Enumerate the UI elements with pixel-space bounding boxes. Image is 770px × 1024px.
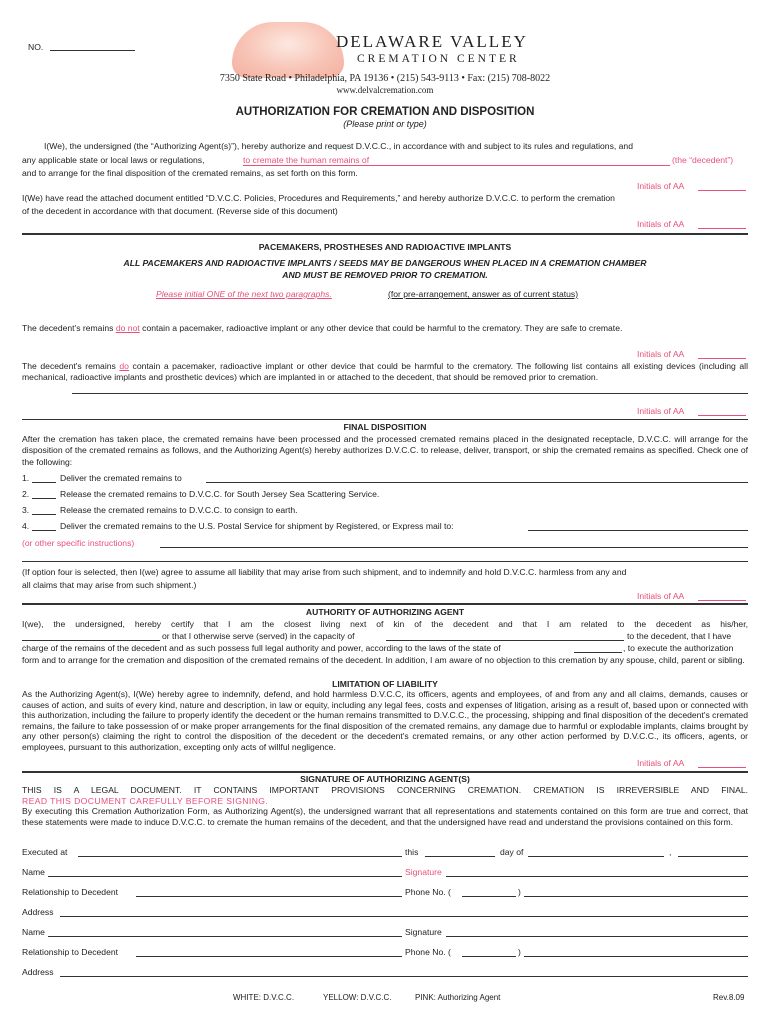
signature-field[interactable]	[446, 936, 748, 937]
pacemaker-warning: ALL PACEMAKERS AND RADIOACTIVE IMPLANTS / SEEDS MAY BE DANGEROUS WHEN PLACED IN A CREMATION CHAMBER	[123, 258, 647, 268]
state-field[interactable]	[574, 652, 622, 653]
option-2-checkbox[interactable]	[32, 498, 56, 499]
initial-instruction: Please initial ONE of the next two paragraphs.	[156, 289, 332, 299]
other-instructions-label: (or other specific instructions)	[22, 538, 135, 548]
intro-red-text: to cremate the human remains of	[243, 155, 370, 165]
shipment-liability-text: all claims that may arise from such shipment.)	[22, 580, 197, 590]
option-3-label: Release the cremated remains to D.V.C.C. to consign to earth.	[60, 505, 298, 515]
intro-text-1c: and to arrange for the final disposition of the cremated remains, as set forth on this form.	[22, 168, 358, 178]
initials-label: Initials of AA	[637, 758, 685, 768]
executed-at-label: Executed at	[22, 847, 68, 857]
section-heading-authority: AUTHORITY OF AUTHORIZING AGENT	[305, 607, 465, 617]
read-carefully-notice: READ THIS DOCUMENT CAREFULLY BEFORE SIGNING.	[22, 796, 269, 806]
statement-text: contain a pacemaker, radioactive implant or any other device that could be harmful to the crematory. They are safe to cremate.	[142, 323, 623, 333]
initials-label: Initials of AA	[637, 591, 685, 601]
do-not-text: do not	[115, 323, 140, 333]
initials-field[interactable]	[698, 190, 746, 191]
authority-text: to the decedent, that I have	[627, 631, 732, 641]
form-number-label: NO.	[28, 42, 44, 52]
prearrangement-note: (for pre-arrangement, answer as of current status)	[388, 289, 579, 299]
option-4-label: Deliver the cremated remains to the U.S. Postal Service for shipment by Registered, or Express mail to:	[60, 521, 454, 531]
has-device-statement	[22, 361, 748, 384]
form-number-field[interactable]	[50, 50, 135, 51]
statement-text: contain a pacemaker, radioactive implant or other device that could be harmful to the crematory. The following list contains all existing devices (including all mechanical, radioactive implants and prosthetic devices) which are implanted in or attached to the decedent, that should be removed prior to cremation.	[22, 361, 748, 383]
phone-paren: )	[518, 947, 521, 957]
address-label: Address	[22, 967, 54, 977]
limitation-text: As the Authorizing Agent(s), I(We) hereby agree to indemnify, defend, and hold harmless D.V.C.C, its officers, agents and employees, of and from any and all claims, demands, causes or causes of action, and suits of every kind, nature and description, in law or equity, including any legal fees, costs and expenses of litigation, arising as a result of, based upon or connected with this authorization, including the failure to properly identify the decedent or the human remains transmitted to D.V.C.C., the processing, shipping and final disposition of the decedent's cremated remains, the failure to take possession of or make proper arrangements for the final disposition of the cremated remains, any damage due to harmful or explodable implants, claims brought by any other person(s) claiming the right to control the disposition of the decedent or the decedent's cremated remains, or any other action performed by D.V.C.C., its officers, agents, or employees, pursuant to this authorization, excepting only acts of willful negligence.	[22, 689, 748, 752]
phone-area-field[interactable]	[462, 896, 516, 897]
authority-text: charge of the remains of the decedent and as such possess full legal authority and power, according to the laws of the state of	[22, 643, 501, 653]
initials-field[interactable]	[698, 767, 746, 768]
name-label: Name	[22, 927, 45, 937]
decedent-label: (the “decedent”)	[672, 155, 734, 165]
name-field[interactable]	[48, 936, 402, 937]
page-title: AUTHORIZATION FOR CREMATION AND DISPOSITION	[235, 106, 535, 118]
address-field[interactable]	[60, 916, 748, 917]
phone-field[interactable]	[524, 956, 748, 957]
address-field[interactable]	[60, 976, 748, 977]
page-subtitle: (Please print or type)	[343, 119, 427, 129]
signature-field[interactable]	[446, 876, 748, 877]
initials-label: Initials of AA	[637, 349, 685, 359]
relationship-label: Relationship to Decedent	[22, 887, 119, 897]
statement-text: The decedent's remains	[22, 361, 116, 371]
divider	[22, 233, 748, 235]
executed-at-field[interactable]	[78, 856, 402, 857]
initials-field[interactable]	[698, 415, 746, 416]
phone-paren: )	[518, 887, 521, 897]
section-heading-signature: SIGNATURE OF AUTHORIZING AGENT(S)	[300, 774, 470, 784]
no-device-statement	[22, 323, 622, 333]
revision: Rev.8.09	[713, 993, 745, 1002]
deliver-to-field[interactable]	[206, 482, 748, 483]
phone-area-field[interactable]	[462, 956, 516, 957]
divider	[22, 419, 748, 420]
initials-field[interactable]	[698, 358, 746, 359]
copy-white: WHITE: D.V.C.C.	[233, 993, 295, 1002]
option-4-checkbox[interactable]	[32, 530, 56, 531]
relationship-field[interactable]	[136, 896, 402, 897]
authority-text: I(we), the undersigned, hereby certify that I am the closest living next of kin of the decedent and that I am related to the decedent as his/her,	[22, 619, 748, 629]
sun-logo-icon	[232, 22, 344, 78]
address-label: Address	[22, 907, 54, 917]
intro-text-1a: I(We), the undersigned (the “Authorizing Agent(s)”), hereby authorize and request D.V.C.C., in accordance with and subject to its rules and regulations, and	[44, 141, 633, 151]
option-3-checkbox[interactable]	[32, 514, 56, 515]
intro-text-1b: any applicable state or local laws or regulations,	[22, 155, 205, 165]
signature-label: Signature	[405, 927, 442, 937]
section-heading-final: FINAL DISPOSITION	[343, 422, 427, 432]
relationship-field[interactable]	[136, 956, 402, 957]
intro-text-2b: of the decedent in accordance with that document. (Reverse side of this document)	[22, 206, 338, 216]
month-field[interactable]	[528, 856, 664, 857]
comma: ,	[669, 847, 672, 857]
section-heading-limitation: LIMITATION OF LIABILITY	[332, 679, 438, 689]
option-1-checkbox[interactable]	[32, 482, 56, 483]
initials-field[interactable]	[698, 228, 746, 229]
legal-notice: THIS IS A LEGAL DOCUMENT. IT CONTAINS IMPORTANT PROVISIONS CONCERNING CREMATION. CREMATION IS IRREVERSIBLE AND FINAL.	[22, 785, 748, 795]
name-field[interactable]	[48, 876, 402, 877]
decedent-name-field[interactable]	[243, 165, 670, 166]
mail-to-field[interactable]	[528, 530, 748, 531]
year-field[interactable]	[678, 856, 748, 857]
final-disposition-text: After the cremation has taken place, the cremated remains have been processed and the processed cremated remains placed in the designated receptacle, D.V.C.C. will arrange for the disposition of the cremated remains as follows, and the Authorizing Agent(s) hereby authorizes D.V.C.C. to release, deliver, transport, or ship the cremated remains as specified. Check one of the following:	[22, 434, 748, 467]
copy-yellow: YELLOW: D.V.C.C.	[323, 993, 392, 1002]
this-label: this	[405, 847, 419, 857]
authority-text: form and to arrange for the cremation and disposition of the cremated remains of the decedent. In addition, I am aware of no objection to this cremation by any spouse, child, parent or sibling.	[22, 655, 745, 665]
option-number: 1.	[22, 473, 30, 483]
phone-field[interactable]	[524, 896, 748, 897]
section-heading-pacemakers: PACEMAKERS, PROSTHESES AND RADIOACTIVE IMPLANTS	[258, 242, 512, 252]
other-instructions-field[interactable]	[160, 547, 748, 548]
divider	[22, 603, 748, 605]
address-line: 7350 State Road • Philadelphia, PA 19136 • (215) 543-9113 • Fax: (215) 708-8022	[219, 73, 551, 84]
shipment-liability-text: (If option four is selected, then I(we) agree to assume all liability that may arise from such shipment, and to indemnify and hold D.V.C.C. harmless from any and	[22, 567, 627, 577]
other-instructions-field-2[interactable]	[22, 561, 748, 562]
name-label: Name	[22, 867, 45, 877]
pacemaker-warning: AND MUST BE REMOVED PRIOR TO CREMATION.	[282, 270, 488, 280]
relationship-label: Relationship to Decedent	[22, 947, 119, 957]
copy-pink: PINK: Authorizing Agent	[415, 993, 501, 1002]
device-list-field[interactable]	[72, 393, 748, 394]
phone-label: Phone No. (	[405, 887, 451, 897]
initials-label: Initials of AA	[637, 406, 685, 416]
day-field[interactable]	[425, 856, 495, 857]
capacity-field[interactable]	[386, 640, 624, 641]
option-number: 3.	[22, 505, 30, 515]
website: www.delvalcremation.com	[336, 85, 434, 95]
divider	[22, 771, 748, 773]
intro-text-2a: I(We) have read the attached document entitled “D.V.C.C. Policies, Procedures and Requirements,” and hereby authorize D.V.C.C. to perform the cremation	[22, 193, 615, 203]
day-of-label: day of	[500, 847, 524, 857]
option-number: 2.	[22, 489, 30, 499]
option-2-label: Release the cremated remains to D.V.C.C. for South Jersey Sea Scattering Service.	[60, 489, 380, 499]
signature-warrant-text: By executing this Cremation Authorization Form, as Authorizing Agent(s), the undersigned warrant that all representations and statements contained on this form are true and correct, that these statements were made to induce D.V.C.C. to cremate the human remains of the decedent, and that the undersigned have read and understand the provisions contained on this form.	[22, 806, 748, 827]
option-1-label: Deliver the cremated remains to	[60, 473, 182, 483]
initials-label: Initials of AA	[637, 181, 685, 191]
option-number: 4.	[22, 521, 30, 531]
signature-label: Signature	[405, 867, 442, 877]
brand-name: DELAWARE VALLEY	[336, 32, 528, 51]
initials-field[interactable]	[698, 600, 746, 601]
authority-text: or that I otherwise serve (served) in the capacity of	[162, 631, 355, 641]
do-text: do	[119, 361, 129, 371]
relation-field[interactable]	[22, 640, 160, 641]
authority-text: , to execute the authorization	[623, 643, 734, 653]
statement-text: The decedent's remains	[22, 323, 114, 333]
brand-subname: CREMATION CENTER	[357, 53, 520, 65]
phone-label: Phone No. (	[405, 947, 451, 957]
initials-label: Initials of AA	[637, 219, 685, 229]
